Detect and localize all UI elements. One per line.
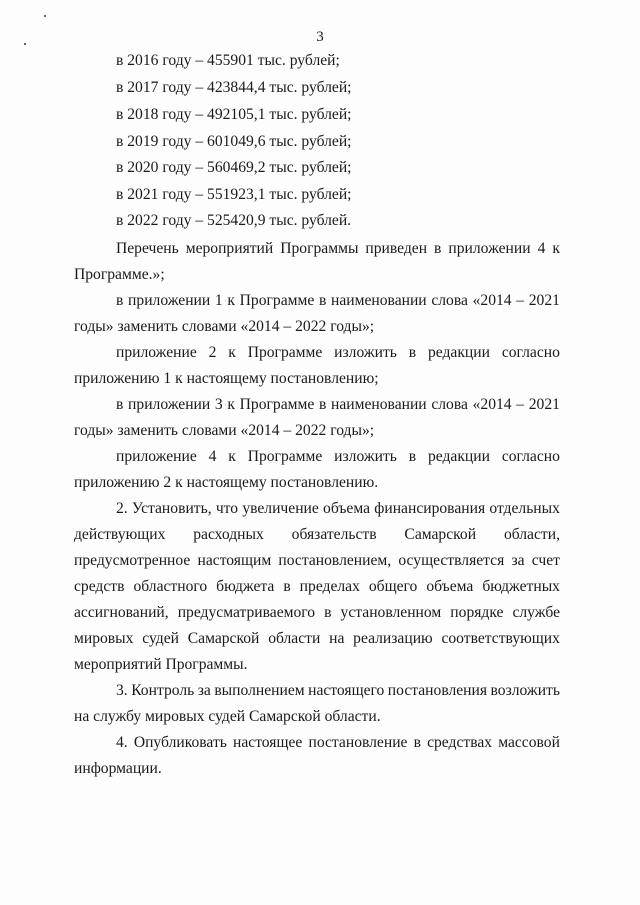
word: Перечень [116, 240, 179, 257]
word: областного [133, 578, 208, 595]
word: предусматриваемого [177, 604, 316, 621]
word: к [227, 396, 235, 413]
word: счет [531, 552, 560, 569]
word: приложение [116, 344, 197, 361]
word: действующих [74, 526, 166, 543]
word: в [413, 734, 421, 751]
word: Программе [239, 396, 315, 413]
word: в [116, 396, 124, 413]
word: Опубликовать [133, 734, 227, 751]
paragraph-appendix3-end: годы» заменить словами «2014 – 2022 годы»; [74, 422, 375, 439]
page-number: 3 [316, 29, 324, 45]
word: настоящего [308, 682, 385, 699]
section2-line3 [74, 552, 560, 570]
word: мировых [74, 630, 134, 647]
word: что [215, 500, 239, 517]
word: постановления [387, 682, 488, 699]
word: 4 [208, 448, 217, 465]
word: за [197, 682, 211, 699]
word: к [552, 240, 560, 257]
funding-line-2017: в 2017 году – 423844,4 тыс. рублей; [116, 79, 352, 96]
paragraph-appendix3-line [116, 396, 560, 414]
word: в [324, 604, 332, 621]
word: постановлением, [278, 552, 392, 569]
funding-line-2022: в 2022 году – 525420,9 тыс. рублей. [116, 212, 352, 229]
section2-line2 [74, 526, 560, 544]
funding-line-2016: в 2016 году – 455901 тыс. рублей; [116, 52, 340, 69]
word: приведен [365, 240, 428, 257]
section4-line1 [116, 734, 560, 752]
word: 2 [208, 344, 217, 361]
word: постановление [308, 734, 408, 751]
word: изложить [334, 448, 397, 465]
word: – [516, 292, 525, 309]
word: «2014 [472, 396, 512, 413]
paragraph-appendix4-end: приложению 2 к настоящему постановлению. [74, 474, 379, 491]
word: 3 [214, 396, 223, 413]
word: реализацию [353, 630, 433, 647]
word: ассигнований, [74, 604, 169, 621]
word: средствах [427, 734, 493, 751]
paragraph-appendix4-line [116, 448, 560, 466]
word: в [116, 292, 124, 309]
funding-line-2020: в 2020 году – 560469,2 тыс. рублей; [116, 159, 352, 176]
funding-line-2018: в 2018 году – 492105,1 тыс. рублей; [116, 106, 352, 123]
word: приложении [448, 240, 531, 257]
word: области, [503, 526, 560, 543]
word: приложении [128, 396, 211, 413]
word: в [318, 396, 327, 413]
word: на [329, 630, 345, 647]
word: отдельных [489, 500, 560, 517]
word: настоящим [197, 552, 272, 569]
section2-line4 [74, 578, 560, 596]
word: установленном [340, 604, 442, 621]
word: объема [426, 578, 474, 595]
paragraph-appendix2-end: приложению 1 к настоящему постановлению; [74, 370, 379, 387]
word: в [434, 240, 442, 257]
word: пределах [299, 578, 360, 595]
word: «2014 [472, 292, 512, 309]
word: слова [431, 396, 468, 413]
word: обязательств [291, 526, 377, 543]
word: Программе [247, 344, 323, 361]
word: массовой [498, 734, 560, 751]
word: наименовании [331, 292, 427, 309]
word: к [228, 448, 236, 465]
word: изложить [334, 344, 397, 361]
word: области [268, 630, 321, 647]
word: согласно [501, 448, 560, 465]
word: 2. [116, 500, 128, 517]
section2-line1 [116, 500, 560, 518]
word: финансирования [374, 500, 486, 517]
section2-line5 [74, 604, 560, 622]
word: бюджетных [482, 578, 560, 595]
word: увеличение [242, 500, 319, 517]
word: 3. [116, 682, 128, 699]
word: в [283, 578, 291, 595]
word: объема [323, 500, 371, 517]
word: 1 [214, 292, 223, 309]
word: 2021 [528, 396, 560, 413]
word: 4 [537, 240, 546, 257]
word: наименовании [331, 396, 427, 413]
word: Самарской [187, 630, 260, 647]
word: мероприятий [185, 240, 274, 257]
word: средств [74, 578, 125, 595]
word: в [408, 344, 417, 361]
section3-end: на службу мировых судей Самарской области. [74, 708, 381, 725]
word: осуществляется [398, 552, 505, 569]
word: выполнением [214, 682, 305, 699]
word: возложить [490, 682, 560, 699]
word: редакции [427, 448, 490, 465]
word: в [408, 448, 417, 465]
word: в [318, 292, 327, 309]
word: приложении [128, 292, 211, 309]
word: редакции [427, 344, 490, 361]
word: расходных [193, 526, 264, 543]
word: Программе [239, 292, 315, 309]
scan-speck [44, 15, 46, 17]
paragraph-appendix1-line [116, 292, 560, 310]
paragraph-appendix2-line [116, 344, 560, 362]
section2-line6 [74, 630, 560, 648]
funding-line-2019: в 2019 году – 601049,6 тыс. рублей; [116, 133, 352, 150]
funding-line-2021: в 2021 году – 551923,1 тыс. рублей; [116, 186, 352, 203]
section3-line1 [116, 682, 560, 700]
word: Самарской [404, 526, 477, 543]
word: к [228, 344, 236, 361]
word: 2021 [528, 292, 560, 309]
section4-end: информации. [74, 760, 162, 777]
section2-end: мероприятий Программы. [74, 656, 248, 673]
word: Программы [280, 240, 359, 257]
word: – [516, 396, 525, 413]
paragraph-appendix1-end: годы» заменить словами «2014 – 2022 годы»; [74, 318, 375, 335]
word: Программе [247, 448, 323, 465]
word: соответствующих [441, 630, 560, 647]
paragraph-program-measures-end: Программе.»; [74, 266, 165, 283]
word: к [227, 292, 235, 309]
word: 4. [116, 734, 128, 751]
paragraph-program-measures-line [116, 240, 560, 258]
word: приложение [116, 448, 197, 465]
word: Контроль [131, 682, 195, 699]
word: согласно [501, 344, 560, 361]
word: судей [142, 630, 179, 647]
word: за [511, 552, 525, 569]
word: порядке [450, 604, 504, 621]
word: предусмотренное [74, 552, 191, 569]
word: бюджета [216, 578, 275, 595]
word: общего [368, 578, 418, 595]
word: службе [512, 604, 560, 621]
word: настоящее [233, 734, 303, 751]
word: слова [431, 292, 468, 309]
word: Установить, [131, 500, 212, 517]
